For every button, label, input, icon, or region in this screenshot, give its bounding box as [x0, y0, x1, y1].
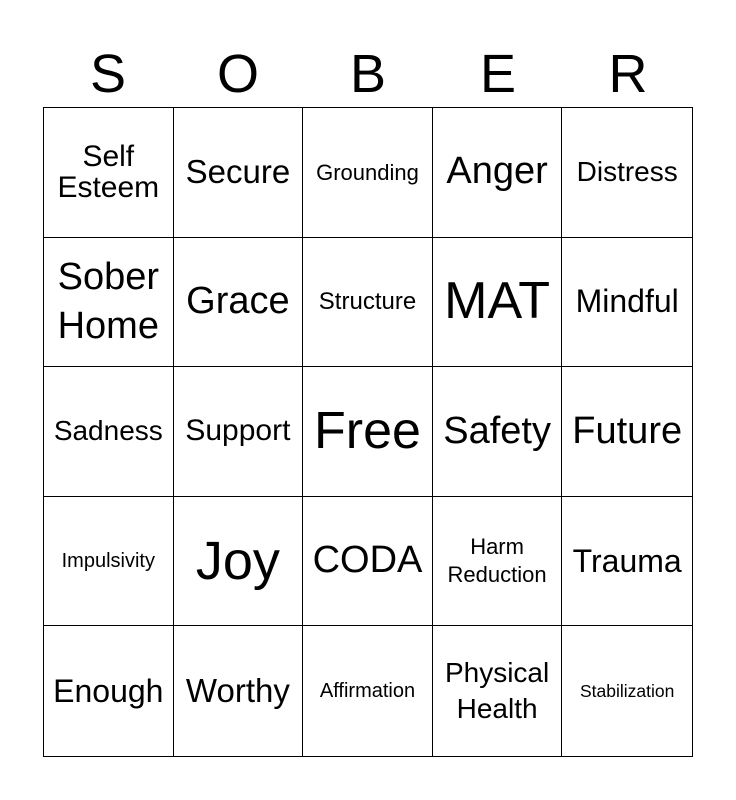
cell-text: Structure: [318, 288, 417, 316]
bingo-cell[interactable]: [303, 108, 433, 238]
bingo-cell[interactable]: [433, 238, 563, 368]
bingo-cell[interactable]: [303, 497, 433, 627]
cell-text: Distress: [576, 156, 678, 188]
bingo-cell[interactable]: [562, 367, 692, 497]
header-letter-r: R: [608, 44, 648, 104]
cell-text: Sadness: [53, 415, 163, 447]
header-letter-s: S: [89, 44, 127, 104]
header-letter-b: B: [349, 44, 387, 104]
header-letter-e: E: [479, 44, 517, 104]
bingo-cell[interactable]: [44, 108, 174, 238]
cell-text: Grace: [186, 280, 290, 323]
bingo-cell[interactable]: [562, 238, 692, 368]
cell-text: Impulsivity: [61, 549, 155, 572]
bingo-cell[interactable]: [433, 108, 563, 238]
bingo-cell[interactable]: [174, 367, 304, 497]
bingo-cell[interactable]: [303, 238, 433, 368]
header-letter-o: O: [216, 44, 259, 104]
bingo-cell[interactable]: [562, 497, 692, 627]
bingo-cell[interactable]: [303, 367, 433, 497]
cell-text: Anger: [446, 150, 548, 193]
cell-text: Support: [185, 414, 291, 448]
bingo-cell[interactable]: [433, 626, 563, 756]
bingo-cell[interactable]: [174, 626, 304, 756]
bingo-cell[interactable]: [174, 238, 304, 368]
cell-text: Safety: [443, 409, 551, 452]
cell-text: Mindful: [575, 283, 679, 320]
bingo-cell[interactable]: [44, 238, 174, 368]
cell-text: Enough: [53, 672, 164, 709]
cell-text: Free: [314, 401, 421, 460]
cell-text: Secure: [185, 153, 291, 191]
bingo-cell[interactable]: [562, 626, 692, 756]
cell-text: Affirmation: [319, 679, 416, 702]
cell-text: Worthy: [185, 672, 290, 710]
cell-text: Future: [572, 409, 683, 452]
bingo-cell[interactable]: [433, 367, 563, 497]
bingo-cell[interactable]: [44, 367, 174, 497]
cell-text: Grounding: [316, 159, 419, 185]
bingo-cell[interactable]: [44, 626, 174, 756]
bingo-grid: [43, 107, 693, 757]
bingo-cell[interactable]: [562, 108, 692, 238]
cell-text: Harm Reduction: [447, 533, 547, 588]
cell-text: Self Esteem: [57, 139, 160, 205]
cell-text: CODA: [312, 539, 423, 582]
cell-text: Trauma: [572, 542, 682, 579]
cell-text: Sober Home: [57, 255, 159, 347]
bingo-cell[interactable]: [303, 626, 433, 756]
cell-text: Stabilization: [580, 681, 675, 702]
bingo-header: [43, 40, 693, 108]
bingo-cell[interactable]: [44, 497, 174, 627]
cell-text: Joy: [195, 531, 280, 592]
bingo-cell[interactable]: [174, 108, 304, 238]
cell-text: MAT: [444, 271, 551, 330]
bingo-cell[interactable]: [433, 497, 563, 627]
bingo-cell[interactable]: [174, 497, 304, 627]
cell-text: Physical Health: [444, 656, 550, 725]
